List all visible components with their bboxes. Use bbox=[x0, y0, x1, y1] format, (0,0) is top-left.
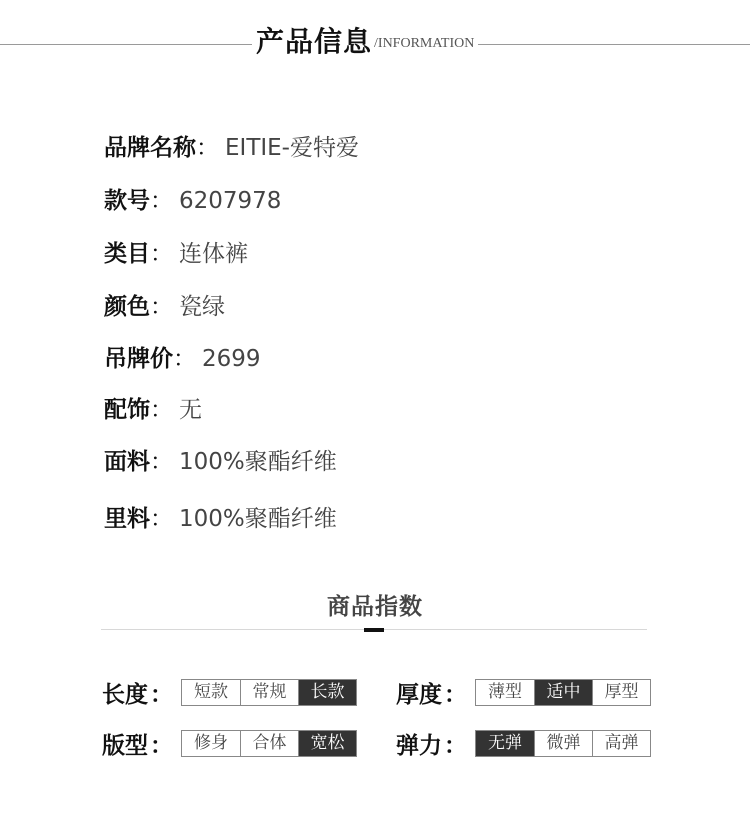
info-colon: ： bbox=[150, 506, 173, 532]
index-option: 常规 bbox=[240, 680, 298, 705]
index-option: 长款 bbox=[298, 680, 356, 705]
info-value: 2699 bbox=[202, 346, 261, 372]
header-subtitle: /INFORMATION bbox=[374, 36, 475, 51]
index-label: 版型 bbox=[102, 733, 148, 759]
info-row-fabric bbox=[104, 447, 337, 477]
info-value: 瓷绿 bbox=[179, 294, 225, 320]
info-colon: ： bbox=[150, 294, 173, 320]
info-row-category bbox=[104, 239, 248, 269]
info-row-style-number bbox=[104, 186, 281, 216]
header bbox=[252, 20, 478, 60]
info-value: 100%聚酯纤维 bbox=[179, 506, 337, 532]
index-colon: ： bbox=[150, 733, 173, 759]
index-option: 高弹 bbox=[592, 731, 650, 756]
index-fit bbox=[102, 727, 357, 760]
info-key: 款号 bbox=[104, 188, 150, 214]
index-option: 微弹 bbox=[534, 731, 592, 756]
index-option: 合体 bbox=[240, 731, 298, 756]
index-option: 短款 bbox=[194, 682, 228, 702]
info-row-lining bbox=[104, 504, 337, 534]
index-thickness bbox=[396, 676, 651, 709]
info-colon: ： bbox=[150, 241, 173, 267]
header-title: 产品信息 bbox=[256, 25, 373, 58]
index-elasticity bbox=[396, 727, 651, 760]
info-key: 吊牌价 bbox=[104, 346, 173, 372]
index-option: 无弹 bbox=[476, 731, 534, 756]
section-title: 商品指数 bbox=[327, 594, 423, 620]
index-option: 宽松 bbox=[298, 731, 356, 756]
info-value: 无 bbox=[179, 397, 202, 423]
index-option: 薄型 bbox=[488, 682, 522, 702]
index-options bbox=[475, 730, 651, 757]
index-options bbox=[181, 679, 357, 706]
info-colon: ： bbox=[150, 449, 173, 475]
index-colon: ： bbox=[444, 682, 467, 708]
info-row-brand bbox=[104, 133, 359, 163]
info-colon: ： bbox=[150, 188, 173, 214]
info-key: 里料 bbox=[104, 506, 150, 532]
index-label: 弹力 bbox=[396, 733, 442, 759]
index-options bbox=[475, 679, 651, 706]
info-key: 类目 bbox=[104, 241, 150, 267]
index-option: 修身 bbox=[194, 733, 228, 753]
info-value: EITIE-爱特爱 bbox=[225, 135, 359, 161]
info-key: 品牌名称 bbox=[104, 135, 196, 161]
index-label: 厚度 bbox=[396, 682, 442, 708]
info-row-tag-price bbox=[104, 344, 261, 374]
info-row-color bbox=[104, 292, 225, 322]
index-option: 厚型 bbox=[592, 680, 650, 705]
info-value: 6207978 bbox=[179, 188, 282, 214]
index-colon: ： bbox=[444, 733, 467, 759]
index-colon: ： bbox=[150, 682, 173, 708]
info-value: 100%聚酯纤维 bbox=[179, 449, 337, 475]
info-key: 颜色 bbox=[104, 294, 150, 320]
info-colon: ： bbox=[196, 135, 219, 161]
index-length bbox=[102, 676, 357, 709]
index-option: 适中 bbox=[534, 680, 592, 705]
info-colon: ： bbox=[150, 397, 173, 423]
info-row-accessories bbox=[104, 395, 202, 425]
index-options bbox=[181, 730, 357, 757]
info-key: 面料 bbox=[104, 449, 150, 475]
info-key: 配饰 bbox=[104, 397, 150, 423]
section-accent-mark bbox=[364, 628, 384, 632]
info-value: 连体裤 bbox=[179, 241, 248, 267]
index-label: 长度 bbox=[102, 682, 148, 708]
info-colon: ： bbox=[173, 346, 196, 372]
